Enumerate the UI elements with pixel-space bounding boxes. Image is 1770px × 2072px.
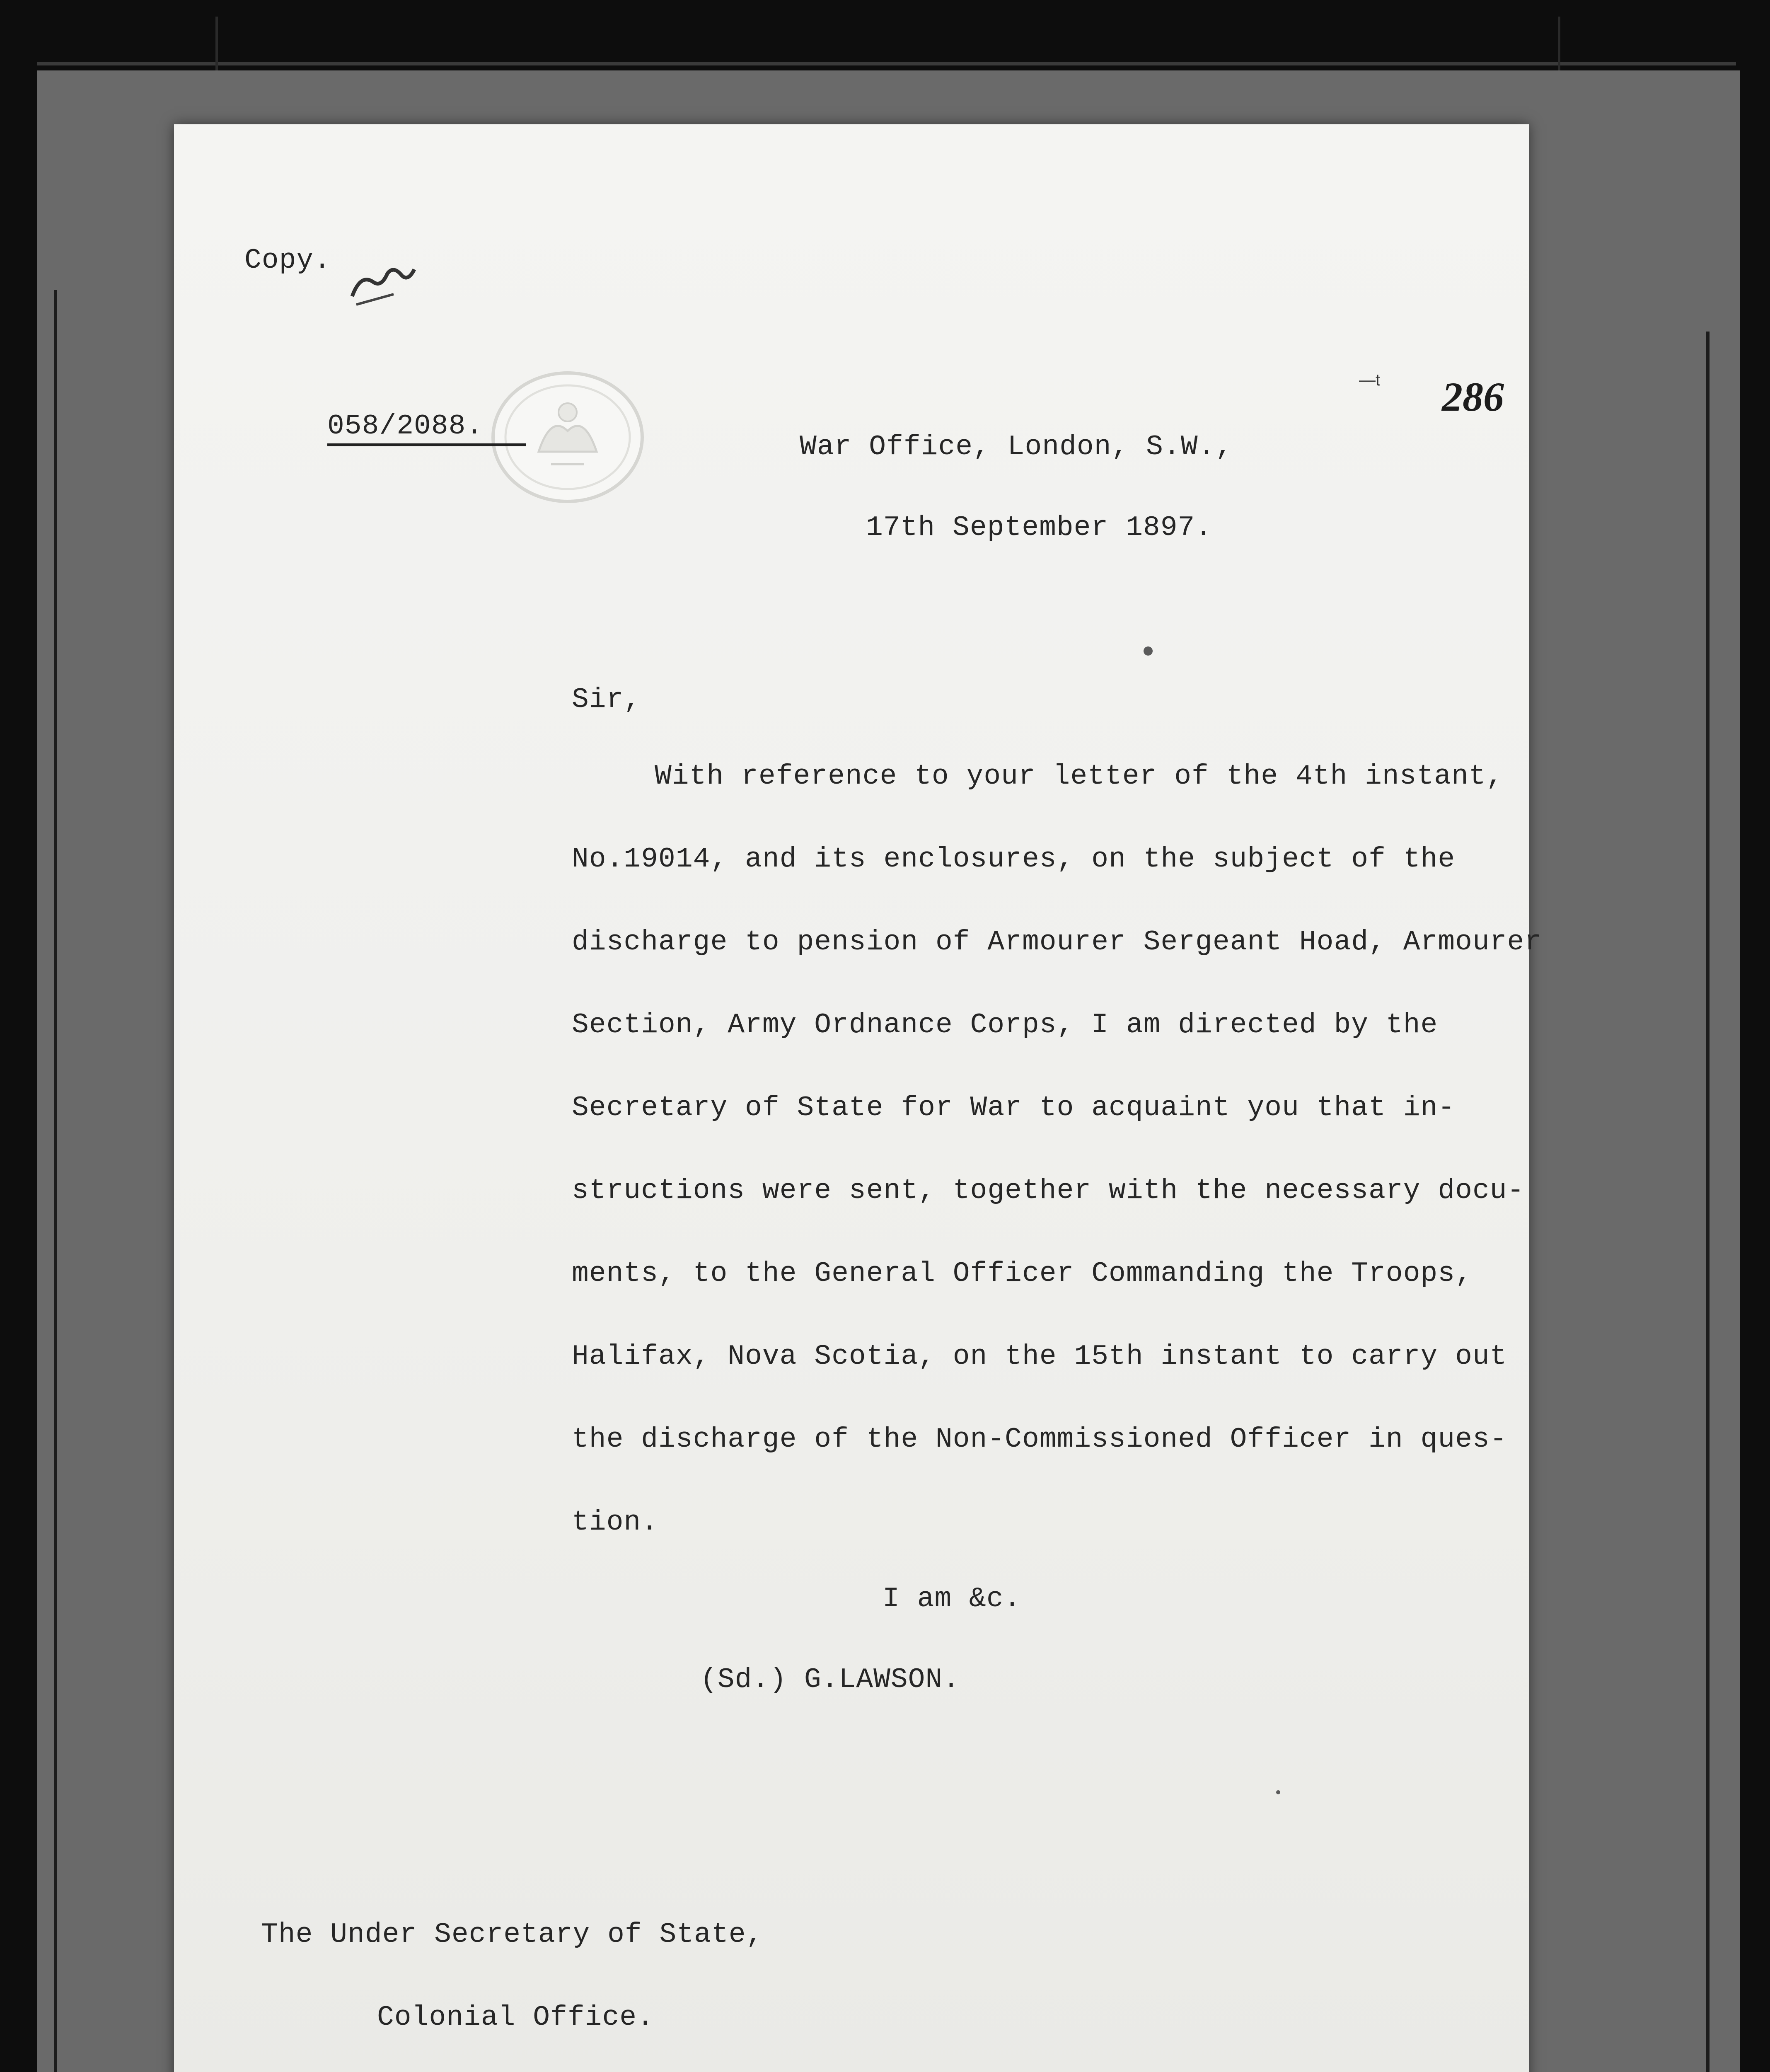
film-tick-mark: [215, 17, 218, 79]
page-number: 286: [1442, 374, 1504, 420]
film-edge-left: [54, 290, 57, 2072]
body-line: the discharge of the Non-Commissioned Officer in ques-: [572, 1423, 1507, 1455]
embossed-seal-icon: [489, 369, 646, 506]
body-line: tion.: [572, 1506, 659, 1538]
salutation: Sir,: [572, 684, 641, 716]
body-line: Halifax, Nova Scotia, on the 15th instant to carry out: [572, 1341, 1507, 1372]
corner-annotation-icon: [348, 257, 418, 311]
page-mark: —t: [1359, 371, 1381, 389]
body-line: ments, to the General Officer Commanding the Troops,: [572, 1258, 1473, 1290]
body-line: Section, Army Ordnance Corps, I am directed by the: [572, 1009, 1438, 1041]
letter-page: [174, 124, 1542, 2072]
reference-underline: [327, 443, 526, 446]
body-line: structions were sent, together with the necessary docu-: [572, 1175, 1525, 1207]
signature: (Sd.) G.LAWSON.: [700, 1664, 960, 1696]
body-line: Secretary of State for War to acquaint you that in-: [572, 1092, 1456, 1124]
film-tick-mark: [1558, 17, 1560, 79]
reference-number: 058/2088.: [327, 410, 484, 442]
film-top-border: [37, 62, 1736, 65]
body-line: With reference to your letter of the 4th instant,: [655, 760, 1504, 792]
closing: I am &c.: [883, 1583, 1021, 1615]
letter-date: 17th September 1897.: [866, 512, 1213, 544]
sender-address: War Office, London, S.W.,: [800, 431, 1233, 463]
paper-speck: [1276, 1790, 1280, 1794]
copy-label: Copy.: [244, 244, 331, 276]
body-line: No.19014, and its enclosures, on the subject of the: [572, 843, 1456, 875]
body-line: discharge to pension of Armourer Sergeant Hoad, Armourer: [572, 926, 1542, 958]
recipient-office: Colonial Office.: [377, 2002, 654, 2033]
film-edge-right: [1706, 332, 1710, 2072]
recipient-title: The Under Secretary of State,: [261, 1919, 764, 1951]
paper-speck: [1144, 646, 1153, 656]
